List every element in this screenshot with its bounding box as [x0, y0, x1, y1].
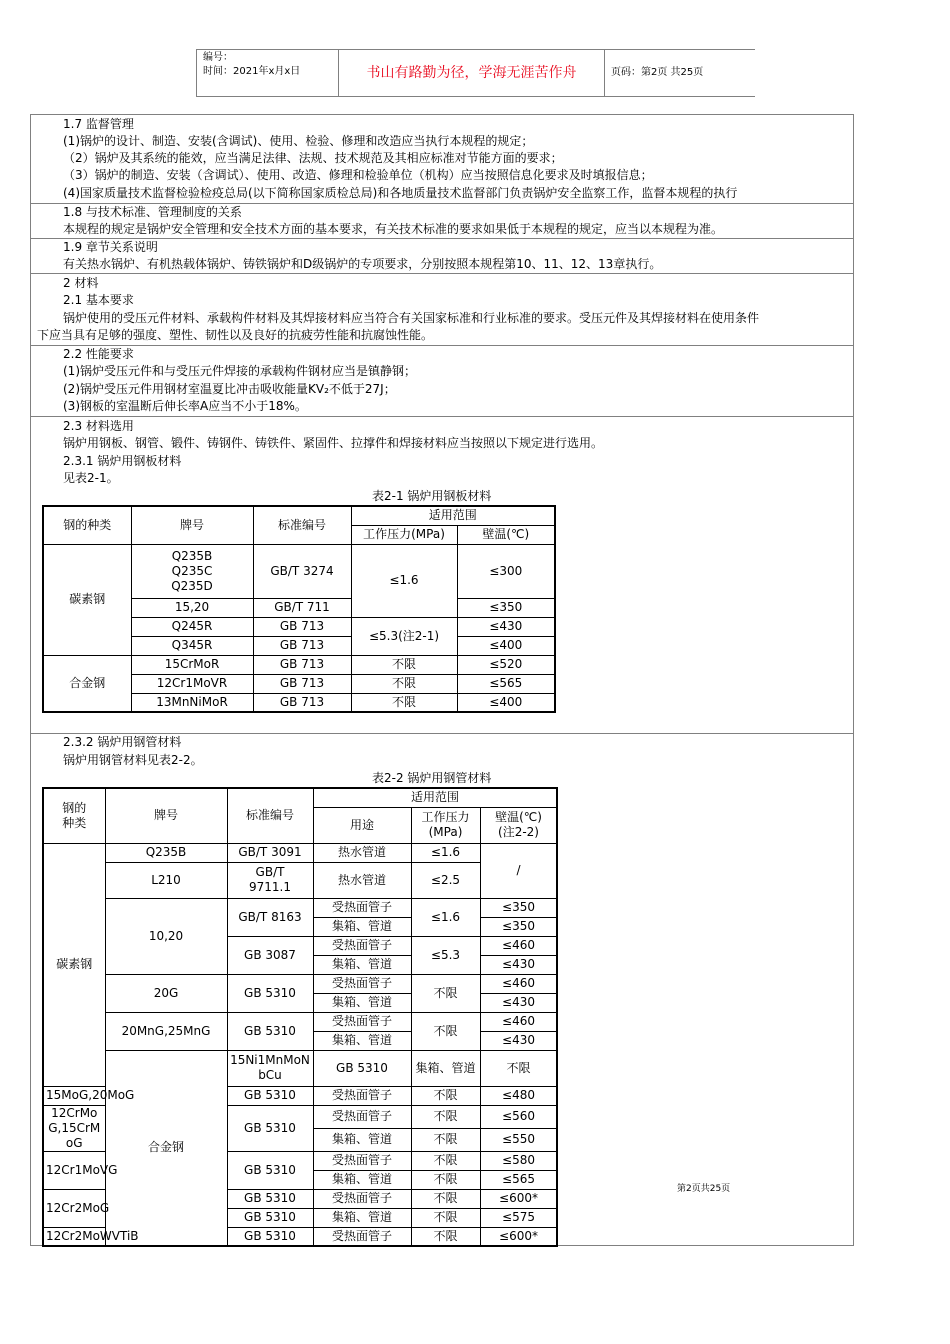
cell-standard: GB 713 [253, 655, 351, 674]
cell-use: 集箱、管道 [313, 955, 411, 974]
th-grade: 牌号 [105, 788, 227, 843]
cell-standard: GB 713 [253, 617, 351, 636]
th-type: 钢的种类 [43, 506, 131, 544]
cell-temp: ≤430 [480, 955, 557, 974]
th-temp: 壁温(℃) [457, 525, 555, 544]
cell-temp: ≤580 [480, 1151, 557, 1170]
cell-temp: ≤300 [457, 544, 555, 598]
cell-temp: ≤430 [457, 617, 555, 636]
cell-alloy-steel: 合金钢 [43, 655, 131, 712]
cell-temp: ≤520 [457, 655, 555, 674]
text-line: (2)锅炉受压元件用钢材室温夏比冲击吸收能量KV₂不低于27J； [63, 382, 396, 396]
th-scope: 适用范围 [351, 506, 555, 525]
text-line: （3）锅炉的制造、安装（含调试）、使用、改造、修理和检验单位（机构）应当按照信息化要求及时填报信息； [63, 168, 653, 182]
table-2-1 [42, 505, 556, 713]
cell-pressure: ≤1.6 [411, 898, 480, 936]
cell-use: 集箱、管道 [313, 1208, 411, 1227]
table-2-2 [42, 787, 558, 1247]
cell-grade: 15Ni1MnMoNbCu [227, 1050, 313, 1086]
cell-use: 受热面管子 [313, 898, 411, 917]
cell-pressure: 不限 [411, 1189, 480, 1208]
cell-pressure: 不限 [411, 1170, 480, 1189]
section-1-7-title: 1.7 监督管理 [63, 117, 134, 131]
cell-grade: 12Cr1MoVG [43, 1151, 105, 1189]
cell-pressure: 不限 [411, 1227, 480, 1246]
text-line: 见表2-1。 [63, 471, 119, 485]
cell-use: 受热面管子 [313, 1151, 411, 1170]
cell-temp: ≤350 [457, 598, 555, 617]
cell-grade: 12CrMoG,15CrMoG [43, 1105, 105, 1151]
header-info-cell [197, 50, 339, 96]
header-motto: 书山有路勤为径，学海无涯苦作舟 [339, 50, 605, 96]
divider [30, 345, 854, 346]
cell-standard: GB 713 [253, 636, 351, 655]
cell-standard: GB 5310 [227, 974, 313, 1012]
cell-temp: ≤460 [480, 974, 557, 993]
cell-standard: GB/T 8163 [227, 898, 313, 936]
cell-standard: GB 5310 [227, 1151, 313, 1189]
section-2-3-title: 2.3 材料选用 [63, 419, 134, 433]
text-line: 本规程的规定是锅炉安全管理和安全技术方面的基本要求，有关技术标准的要求如果低于本规程的规定，应当以本规程为准。 [63, 222, 724, 236]
section-1-8-title: 1.8 与技术标准、管理制度的关系 [63, 205, 242, 219]
cell-pressure: 不限 [480, 1050, 557, 1086]
cell-temp: ≤550 [480, 1128, 557, 1151]
cell-standard: GB/T 9711.1 [227, 862, 313, 898]
cell-grade: 12Cr2MoWVTiB [43, 1227, 105, 1246]
text-line: 锅炉用钢管材料见表2-2。 [63, 753, 203, 767]
cell-temp: ≤560 [480, 1105, 557, 1128]
cell-standard: GB/T 3091 [227, 843, 313, 862]
cell-standard: GB 5310 [227, 1105, 313, 1151]
cell-alloy-steel: 合金钢 [105, 1050, 227, 1246]
cell-standard: GB/T 3274 [253, 544, 351, 598]
cell-use: 受热面管子 [313, 936, 411, 955]
cell-pressure: 不限 [411, 1012, 480, 1050]
th-grade: 牌号 [131, 506, 253, 544]
cell-standard: GB 713 [253, 674, 351, 693]
header-code: 编号： [203, 52, 233, 63]
cell-temp: ≤350 [480, 917, 557, 936]
page-footer: 第2页共25页 [677, 1184, 731, 1194]
cell-temp: ≤460 [480, 1012, 557, 1031]
cell-pressure: ≤1.6 [411, 843, 480, 862]
cell-grade: 15MoG,20MoG [43, 1086, 105, 1105]
cell-use: 受热面管子 [313, 1012, 411, 1031]
cell-carbon-steel: 碳素钢 [43, 544, 131, 655]
cell-standard: GB 5310 [227, 1208, 313, 1227]
th-standard: 标准编号 [253, 506, 351, 544]
divider [30, 273, 854, 274]
section-2-2-title: 2.2 性能要求 [63, 347, 134, 361]
cell-pressure: ≤2.5 [411, 862, 480, 898]
cell-use: 受热面管子 [313, 1189, 411, 1208]
document-header [196, 49, 755, 97]
text-line: (1)锅炉的设计、制造、安装(含调试)、使用、检验、修理和改造应当执行本规程的规定； [63, 134, 534, 148]
cell-temp: ≤460 [480, 936, 557, 955]
cell-temp: ≤565 [480, 1170, 557, 1189]
cell-use: 集箱、管道 [411, 1050, 480, 1086]
th-use: 用途 [313, 807, 411, 843]
cell-standard: GB 5310 [227, 1086, 313, 1105]
th-temp: 壁温(℃) (注2-2) [480, 807, 557, 843]
th-pressure: 工作压力(MPa) [351, 525, 457, 544]
text-line: 有关热水锅炉、有机热载体锅炉、铸铁锅炉和D级锅炉的专项要求，分别按照本规程第10、11、12、13章执行。 [63, 257, 662, 271]
cell-pressure: 不限 [411, 1105, 480, 1128]
cell-use: 集箱、管道 [313, 917, 411, 936]
divider [30, 416, 854, 417]
cell-temp: / [480, 843, 557, 898]
cell-grade: 15,20 [131, 598, 253, 617]
th-pressure: 工作压力 (MPa) [411, 807, 480, 843]
cell-grade: 12Cr2MoG [43, 1189, 105, 1227]
cell-grade: Q235B Q235C Q235D [131, 544, 253, 598]
cell-pressure: 不限 [351, 655, 457, 674]
text-line: (4)国家质量技术监督检验检疫总局(以下简称国家质检总局)和各地质量技术监督部门负责锅炉安全监察工作，监督本规程的执行 [63, 186, 738, 200]
cell-use: 集箱、管道 [313, 1170, 411, 1189]
text-line: 下应当具有足够的强度、塑性、韧性以及良好的抗疲劳性能和抗腐蚀性能。 [37, 328, 434, 342]
section-2-3-2-title: 2.3.2 锅炉用钢管材料 [63, 735, 182, 749]
cell-temp: ≤565 [457, 674, 555, 693]
cell-use: 热水管道 [313, 843, 411, 862]
cell-use: 受热面管子 [313, 1086, 411, 1105]
cell-grade: Q345R [131, 636, 253, 655]
text-line: 锅炉用钢板、钢管、锻件、铸钢件、铸铁件、紧固件、拉撑件和焊接材料应当按照以下规定进行选用。 [63, 436, 604, 450]
cell-pressure: ≤5.3 [411, 936, 480, 974]
cell-standard: GB 713 [253, 693, 351, 712]
cell-pressure: 不限 [411, 1208, 480, 1227]
cell-pressure: 不限 [351, 674, 457, 693]
cell-grade: 15CrMoR [131, 655, 253, 674]
cell-pressure: ≤5.3(注2-1) [351, 617, 457, 655]
cell-temp: ≤575 [480, 1208, 557, 1227]
cell-use: 集箱、管道 [313, 1128, 411, 1151]
section-1-9-title: 1.9 章节关系说明 [63, 240, 158, 254]
table-2-2-caption: 表2-2 锅炉用钢管材料 [372, 771, 492, 785]
cell-grade: Q235B [105, 843, 227, 862]
cell-pressure: 不限 [351, 693, 457, 712]
section-2-3-1-title: 2.3.1 锅炉用钢板材料 [63, 454, 182, 468]
cell-temp: ≤350 [480, 898, 557, 917]
cell-grade: 13MnNiMoR [131, 693, 253, 712]
table-2-1-caption: 表2-1 锅炉用钢板材料 [372, 489, 492, 503]
text-line: (3)钢板的室温断后伸长率A应当不小于18%。 [63, 399, 307, 413]
cell-temp: ≤400 [457, 636, 555, 655]
section-2-title: 2 材料 [63, 276, 99, 290]
cell-temp: ≤480 [480, 1086, 557, 1105]
cell-pressure: 不限 [411, 974, 480, 1012]
header-time: 时间：2021年x月x日 [203, 66, 301, 77]
cell-temp: ≤600* [480, 1227, 557, 1246]
cell-pressure: ≤1.6 [351, 544, 457, 617]
cell-temp: ≤430 [480, 993, 557, 1012]
cell-carbon-steel: 碳素钢 [43, 843, 105, 1086]
cell-use: 热水管道 [313, 862, 411, 898]
cell-use: 集箱、管道 [313, 1031, 411, 1050]
cell-temp: ≤400 [457, 693, 555, 712]
cell-standard: GB 5310 [227, 1012, 313, 1050]
cell-grade: Q245R [131, 617, 253, 636]
cell-grade: 20MnG,25MnG [105, 1012, 227, 1050]
th-type: 钢的 种类 [43, 788, 105, 843]
cell-standard: GB/T 711 [253, 598, 351, 617]
th-scope: 适用范围 [313, 788, 557, 807]
cell-use: 受热面管子 [313, 1227, 411, 1246]
text-line: （2）锅炉及其系统的能效，应当满足法律、法规、技术规范及其相应标准对节能方面的要求； [63, 151, 563, 165]
text-line: 锅炉使用的受压元件材料、承载构件材料及其焊接材料应当符合有关国家标准和行业标准的要求。受压元件及其焊接材料在使用条件 [63, 311, 760, 325]
header-page: 页码：第2页 共25页 [611, 67, 704, 78]
th-standard: 标准编号 [227, 788, 313, 843]
cell-use: 受热面管子 [313, 1105, 411, 1128]
cell-temp: ≤600* [480, 1189, 557, 1208]
cell-pressure: 不限 [411, 1151, 480, 1170]
cell-pressure: 不限 [411, 1086, 480, 1105]
cell-temp: ≤430 [480, 1031, 557, 1050]
cell-grade: 20G [105, 974, 227, 1012]
cell-use: 受热面管子 [313, 974, 411, 993]
cell-pressure: 不限 [411, 1128, 480, 1151]
cell-standard: GB 5310 [227, 1227, 313, 1246]
cell-standard: GB 3087 [227, 936, 313, 974]
text-line: (1)锅炉受压元件和与受压元件焊接的承载构件钢材应当是镇静钢； [63, 364, 417, 378]
section-2-1-title: 2.1 基本要求 [63, 293, 134, 307]
cell-use: 集箱、管道 [313, 993, 411, 1012]
cell-grade: 12Cr1MoVR [131, 674, 253, 693]
cell-grade: L210 [105, 862, 227, 898]
cell-standard: GB 5310 [227, 1189, 313, 1208]
cell-grade: 10,20 [105, 898, 227, 974]
cell-standard: GB 5310 [313, 1050, 411, 1086]
